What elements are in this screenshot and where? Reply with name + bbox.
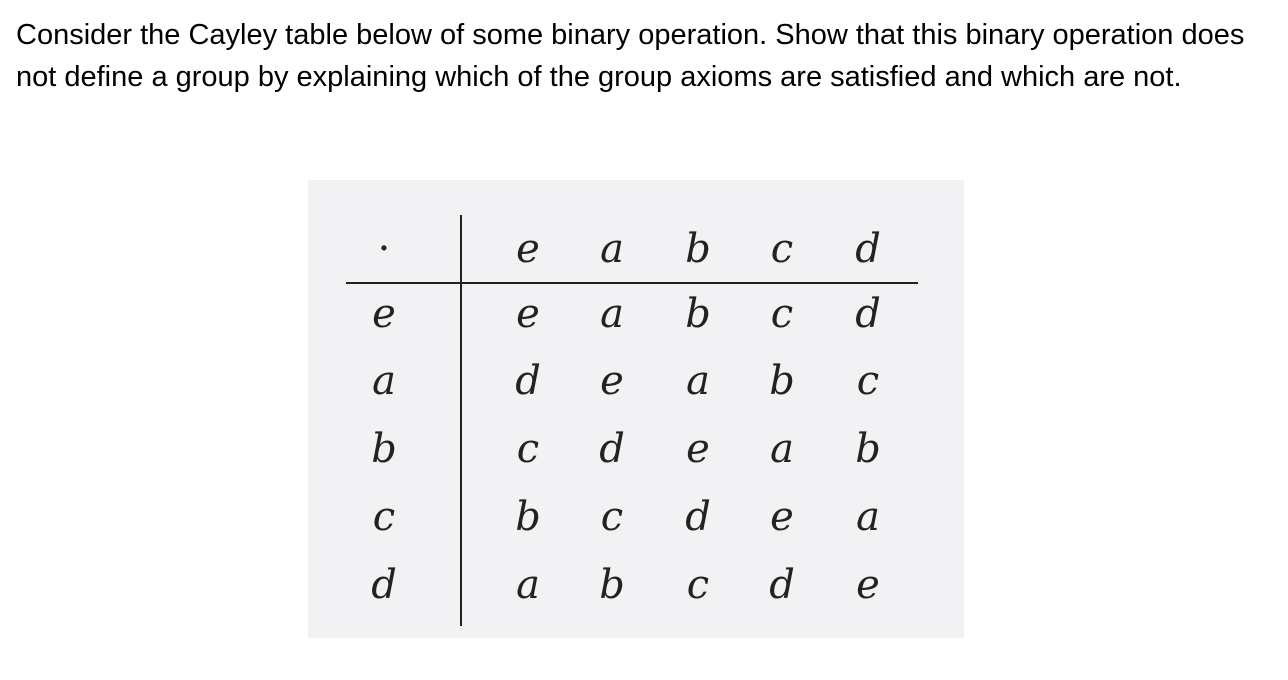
table-cell-d-e: a — [516, 562, 540, 608]
table-cell-b-d: b — [855, 426, 881, 472]
table-cell-a-c: b — [769, 358, 795, 404]
cayley-table — [308, 180, 964, 638]
table-cell-c-a: c — [600, 494, 624, 540]
table-cell-b-e: c — [516, 426, 540, 472]
operator-symbol: · — [377, 226, 391, 272]
row-header-e: e — [372, 291, 396, 337]
table-cell-c-e: b — [515, 494, 541, 540]
table-cell-e-b: b — [685, 291, 711, 337]
table-cell-c-d: a — [856, 494, 880, 540]
table-cell-d-a: b — [599, 562, 625, 608]
table-cell-a-a: e — [600, 358, 624, 404]
column-header-d: d — [855, 226, 881, 272]
column-header-e: e — [516, 226, 540, 272]
table-cell-e-c: c — [770, 291, 794, 337]
row-header-a: a — [372, 358, 396, 404]
table-cell-d-b: c — [686, 562, 710, 608]
table-cell-e-e: e — [516, 291, 540, 337]
table-cell-a-e: d — [515, 358, 541, 404]
table-cell-d-d: e — [856, 562, 880, 608]
table-cell-e-a: a — [600, 291, 624, 337]
table-cell-d-c: d — [769, 562, 795, 608]
table-cell-c-b: d — [685, 494, 711, 540]
table-cell-b-a: d — [599, 426, 625, 472]
table-cell-a-d: c — [856, 358, 880, 404]
table-cell-b-c: a — [770, 426, 794, 472]
question-text: Consider the Cayley table below of some binary operation. Show that this binary operation does not define a group by explaining which of the group axioms are satisfied and which are not. — [16, 19, 1245, 93]
column-header-a: a — [600, 226, 624, 272]
table-cell-a-b: a — [686, 358, 710, 404]
column-header-c: c — [770, 226, 794, 272]
table-cell-b-b: e — [686, 426, 710, 472]
column-header-b: b — [685, 226, 711, 272]
table-cell-e-d: d — [855, 291, 881, 337]
cayley-table-figure — [308, 180, 964, 638]
row-header-c: c — [372, 494, 396, 540]
table-cell-c-c: e — [770, 494, 794, 540]
row-header-d: d — [371, 562, 397, 608]
row-header-b: b — [371, 426, 397, 472]
